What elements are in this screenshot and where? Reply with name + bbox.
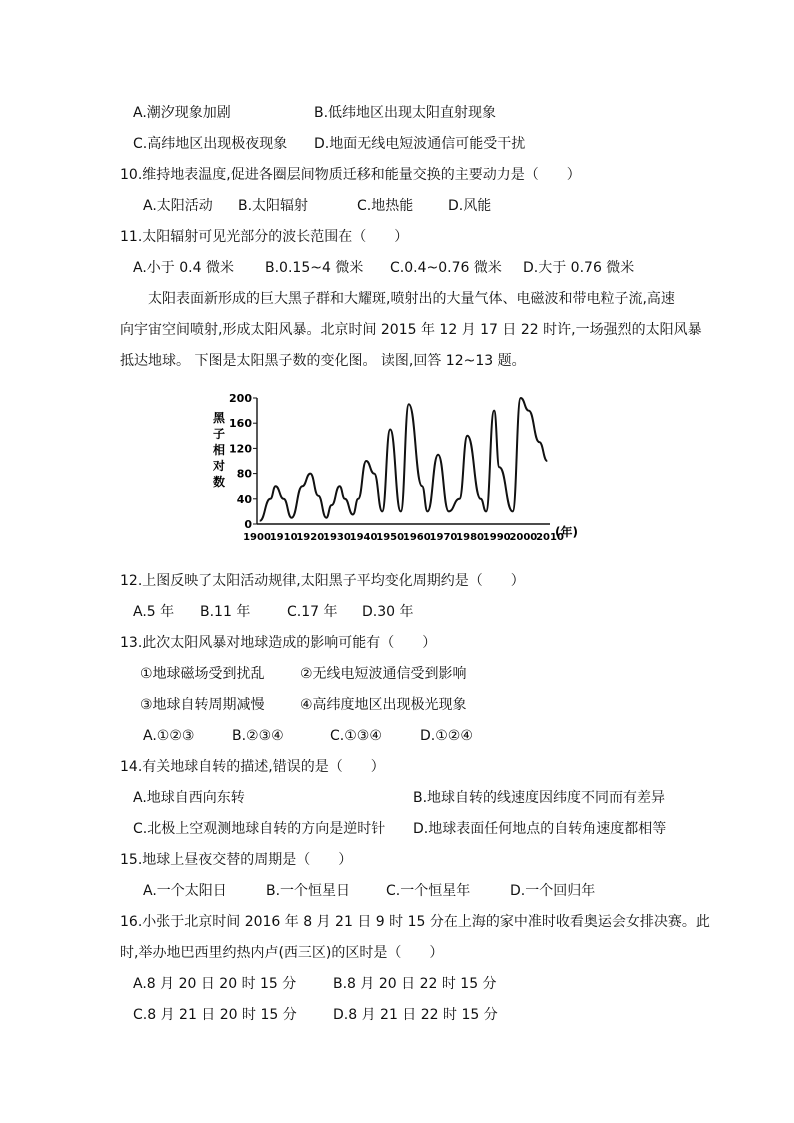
- x-tick-label: 1960: [402, 532, 431, 543]
- x-tick-label: 1940: [349, 532, 378, 543]
- passage-line-3: 抵达地球。 下图是太阳黑子数的变化图。 读图,回答 12~13 题。: [120, 353, 526, 369]
- q15-option-a: A.一个太阳日: [143, 883, 227, 899]
- q16-option-c: C.8 月 21 日 20 时 15 分: [133, 1007, 297, 1023]
- q13-option-d: D.①②④: [420, 728, 473, 744]
- y-tick-label: 200: [229, 392, 252, 405]
- y-axis-label-char: 黑: [213, 411, 226, 425]
- q10-option-c: C.地热能: [357, 198, 414, 214]
- y-axis-label-char: 数: [213, 475, 226, 489]
- sunspot-series-line: [260, 398, 548, 521]
- q14-option-c: C.北极上空观测地球自转的方向是逆时针: [133, 821, 386, 837]
- x-tick-label: 1970: [429, 532, 458, 543]
- q10-stem: 10.维持地表温度,促进各圈层间物质迁移和能量交换的主要动力是（ ）: [120, 167, 581, 183]
- q14-option-d: D.地球表面任何地点的自转角速度都相等: [413, 821, 667, 837]
- q13-option-b: B.②③④: [232, 728, 284, 744]
- q11-option-a: A.小于 0.4 微米: [133, 260, 234, 276]
- q12-stem: 12.上图反映了太阳活动规律,太阳黑子平均变化周期约是（ ）: [120, 573, 525, 589]
- q13-item-1: ①地球磁场受到扰乱: [140, 666, 265, 682]
- q15-option-b: B.一个恒星日: [266, 883, 351, 899]
- q12-option-c: C.17 年: [287, 604, 338, 620]
- q10-option-d: D.风能: [448, 198, 492, 214]
- y-axis-label-char: 子: [213, 427, 226, 441]
- passage-line-2: 向宇宙空间喷射,形成太阳风暴。北京时间 2015 年 12 月 17 日 22 时许,一场强烈的太阳风暴: [120, 322, 702, 338]
- q15-option-c: C.一个恒星年: [386, 883, 471, 899]
- q12-option-b: B.11 年: [200, 604, 251, 620]
- x-tick-label: 2000: [509, 532, 538, 543]
- q11-option-c: C.0.4~0.76 微米: [390, 260, 502, 276]
- y-axis-ticks: [229, 392, 257, 531]
- y-axis-label-char: 相: [213, 443, 226, 457]
- q12-option-d: D.30 年: [362, 604, 414, 620]
- y-tick-label: 120: [229, 442, 252, 456]
- q11-option-d: D.大于 0.76 微米: [523, 260, 635, 276]
- q16-stem-line-2: 时,举办地巴西里约热内卢(西三区)的区时是（ ）: [120, 945, 444, 961]
- q13-item-3: ③地球自转周期减慢: [140, 697, 265, 713]
- q13-item-2: ②无线电短波通信受到影响: [300, 666, 467, 682]
- y-axis-label: [212, 411, 226, 489]
- x-tick-label: 2010: [536, 532, 564, 543]
- x-tick-label: 1990: [482, 532, 511, 543]
- y-axis-label-char: 对: [213, 459, 226, 473]
- q10-option-a: A.太阳活动: [143, 198, 213, 214]
- sunspot-chart: [205, 388, 615, 548]
- q14-option-a: A.地球自西向东转: [133, 790, 245, 806]
- q9-option-d: D.地面无线电短波通信可能受干扰: [314, 136, 526, 152]
- q13-stem: 13.此次太阳风暴对地球造成的影响可能有（ ）: [120, 635, 437, 651]
- x-tick-label: 1910: [269, 532, 298, 543]
- x-tick-label: 1900: [243, 532, 271, 543]
- q9-option-a: A.潮汐现象加剧: [133, 105, 231, 121]
- q10-option-b: B.太阳辐射: [238, 198, 309, 214]
- x-tick-label: 1920: [296, 532, 325, 543]
- x-axis-unit-label: (年): [555, 525, 578, 539]
- q15-option-d: D.一个回归年: [510, 883, 596, 899]
- x-tick-label: 1950: [376, 532, 405, 543]
- q16-option-a: A.8 月 20 日 20 时 15 分: [133, 976, 297, 992]
- q12-option-a: A.5 年: [133, 604, 175, 620]
- passage-line-1: 太阳表面新形成的巨大黑子群和大耀斑,喷射出的大量气体、电磁波和带电粒子流,高速: [120, 291, 675, 307]
- q9-option-b: B.低纬地区出现太阳直射现象: [314, 105, 497, 121]
- y-tick-label: 40: [236, 492, 252, 506]
- q16-stem-line-1: 16.小张于北京时间 2016 年 8 月 21 日 9 时 15 分在上海的家中准时收看奥运会女排决赛。此: [120, 914, 710, 930]
- y-tick-label: 160: [229, 417, 252, 431]
- x-axis-ticks: [243, 532, 564, 543]
- x-tick-label: 1930: [322, 532, 351, 543]
- q14-option-b: B.地球自转的线速度因纬度不同而有差异: [413, 790, 666, 806]
- q13-item-4: ④高纬度地区出现极光现象: [300, 697, 467, 713]
- x-tick-label: 1980: [456, 532, 485, 543]
- q9-option-c: C.高纬地区出现极夜现象: [133, 136, 288, 152]
- q13-option-a: A.①②③: [143, 728, 195, 744]
- q11-option-b: B.0.15~4 微米: [265, 260, 364, 276]
- q15-stem: 15.地球上昼夜交替的周期是（ ）: [120, 852, 353, 868]
- q16-option-b: B.8 月 20 日 22 时 15 分: [333, 976, 497, 992]
- y-tick-label: 0: [244, 518, 252, 531]
- q16-option-d: D.8 月 21 日 22 时 15 分: [333, 1007, 498, 1023]
- q11-stem: 11.太阳辐射可见光部分的波长范围在（ ）: [120, 229, 409, 245]
- q13-option-c: C.①③④: [330, 728, 382, 744]
- y-tick-label: 80: [236, 467, 252, 481]
- q14-stem: 14.有关地球自转的描述,错误的是（ ）: [120, 759, 385, 775]
